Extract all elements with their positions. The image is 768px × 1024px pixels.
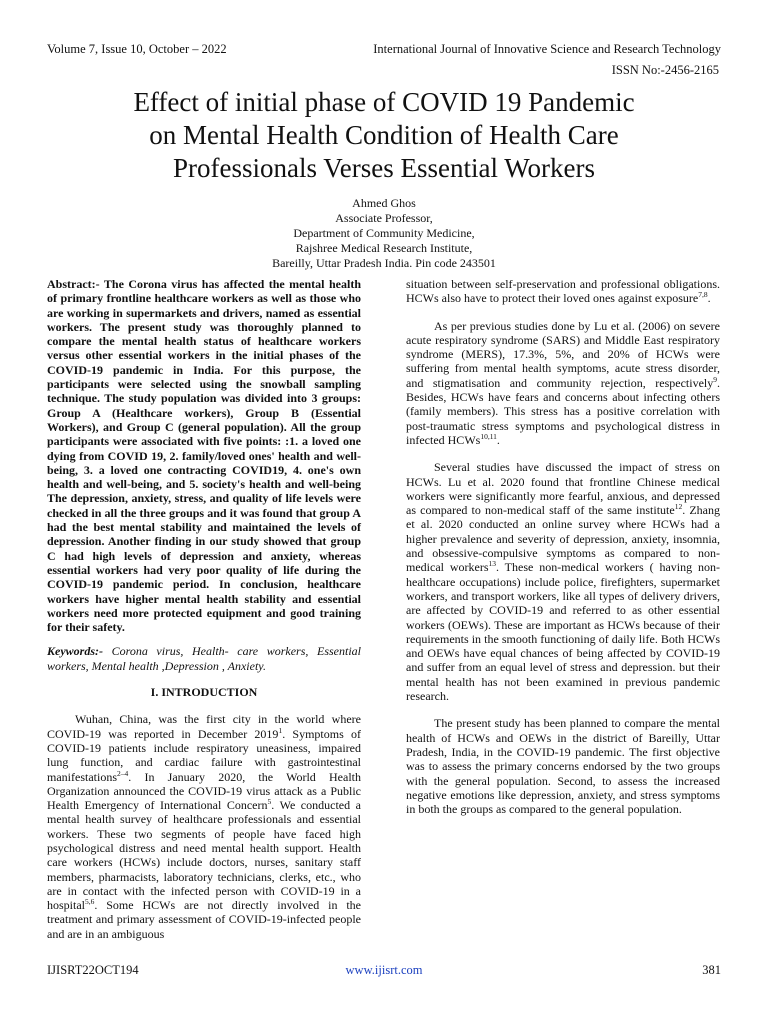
paper-title xyxy=(60,86,708,185)
keywords-text: Corona virus, Health- care workers, Essential workers, Mental health ,Depression , Anxiety. xyxy=(47,644,361,673)
text-run: Wuhan, China, was the first city in the world where COVID-19 was reported in December 2019 xyxy=(47,712,361,741)
journal-url-container xyxy=(0,963,768,978)
journal-url-link[interactable]: www.ijisrt.com xyxy=(345,963,423,977)
author-name: Ahmed Ghos xyxy=(352,196,416,210)
text-run: . We conducted a mental health survey of healthcare professionals and essential workers. These two segments of people have faced high psychological distress and need mental health support. Health care workers (HCWs) include doctors, nurses, sanitary staff members, pharmacists, laboratory technicians, clerks, etc., who are in contact with the infected person with COVID-19 in a hospital xyxy=(47,798,361,913)
citation: 5 xyxy=(267,797,272,807)
citation: 13 xyxy=(488,559,497,569)
citation: 10,11 xyxy=(480,431,497,441)
body-paragraph xyxy=(406,460,720,703)
body-paragraph xyxy=(406,277,720,306)
abstract xyxy=(47,277,361,634)
citation: 1 xyxy=(278,725,283,735)
author-block xyxy=(0,196,768,271)
citation: 12 xyxy=(674,502,683,512)
citation: 2–4 xyxy=(116,768,129,778)
text-run: . xyxy=(496,432,500,447)
text-run: . These non-medical workers ( having non-healthcare occupations) include police, firefighters, supermarket workers, and transport workers, like all types of delivery drivers, are affected by COVID-19 and referred to as other essential workers (OEWs). These are important as HCWs because of their requirements in the smooth functioning of daily life. Both HCWs and OEWs have equal chances of being affected by COVID-19 and suffer from an equal level of stress and depression. but their mental health has not been examined in previous pandemic research. xyxy=(406,560,720,704)
page-number: 381 xyxy=(702,963,721,977)
abstract-text: The Corona virus has affected the mental health of primary frontline healthcare workers as well as those who are working in supermarkets and drivers, named as essential workers. The present study was thoroughly planned to compare the mental health status of healthcare workers versus other essential workers in the initial phases of the COVID-19 pandemic in India. For this purpose, the participants were selected using the snowball sampling technique. The study population was divided into 3 groups: Group A (Healthcare workers), Group B (Essential Workers), and Group C (general population). All the group participants were associated with five points: :1. a loved one dying from COVID 19, 2. family/loved ones' health and well-being, 3. a loved one contracting COVID19, 4. one's own health and well-being, and 5. society's health and well-being The depression, anxiety, stress, and quality of life levels were checked in all the three groups and it was found that group A had the best mental stability and maintained the levels of depression. Another finding in our study showed that group C had high levels of depression and anxiety, whereas essential workers had very poor quality of life during the COVID-19 pandemic period. In conclusion, healthcare workers have higher mental health stability and essential workers need more protected equipment and good training for their safety. xyxy=(47,277,361,635)
author-address: Bareilly, Uttar Pradesh India. Pin code 243501 xyxy=(272,256,496,270)
paper-code: IJISRT22OCT194 xyxy=(47,963,139,977)
text-run: . xyxy=(707,291,711,306)
author-institute: Rajshree Medical Research Institute, xyxy=(295,241,473,255)
keywords-label: Keywords:- xyxy=(47,644,103,659)
right-column xyxy=(406,277,720,816)
text-run: . Some HCWs are not directly involved in the treatment and primary assessment of COVID-19-infected people and are in an ambiguous xyxy=(47,898,361,941)
text-run: . Besides, HCWs have fears and concerns about infecting others (family members). This stress has a positive correlation with post-traumatic stress symptoms and psychological distress in infected HCWs xyxy=(406,375,720,447)
section-heading-introduction: I. INTRODUCTION xyxy=(150,685,258,700)
text-run: As per previous studies done by Lu et al. (2006) on severe acute respiratory syndrome (SARS) and Middle East respiratory syndrome (MERS), 17.3%, 5%, and 20% of HCWs were suffering from mental health symptoms, acute stress disorder, and stigmatisation and community rejection, respectively xyxy=(406,318,720,390)
volume-info: Volume 7, Issue 10, October – 2022 xyxy=(47,42,227,56)
issn: ISSN No:-2456-2165 xyxy=(611,63,719,77)
keywords xyxy=(47,644,361,673)
citation: 7,8 xyxy=(698,290,708,300)
text-run: Several studies have discussed the impact of stress on HCWs. Lu et al. 2020 found that frontline Chinese medical workers were significantly more fearful, anxious, and depressed as compared to non-medical staff of the same institute xyxy=(406,460,720,518)
author-department: Department of Community Medicine, xyxy=(293,226,475,240)
citation: 9 xyxy=(713,374,717,384)
journal-name: International Journal of Innovative Science and Research Technology xyxy=(373,42,721,56)
body-paragraph: The present study has been planned to compare the mental health of HCWs and OEWs in the district of Bareilly, Uttar Pradesh, India, in the COVID-19 pandemic. The first objective was to assess the primary concerns endorsed by the two groups with the general population. Second, to assess the increased negative emotions like depression, anxiety, and stress symptoms in both the groups as compared to the general population. xyxy=(406,716,720,817)
text-run: . Zhang et al. 2020 conducted an online survey where HCWs had a higher prevalence and severity of depression, anxiety, insomnia, and obsessive-compulsive symptoms as compared to non-medical workers xyxy=(406,503,721,575)
title-line: Effect of initial phase of COVID 19 Pandemic xyxy=(133,87,635,117)
left-column xyxy=(47,277,361,941)
text-run: situation between self-preservation and professional obligations. HCWs also have to protect their loved ones against exposure xyxy=(406,277,720,306)
text-run: . In January 2020, the World Health Organization announced the COVID-19 virus attack as a Public Health Emergency of International Concern xyxy=(47,769,361,813)
author-position: Associate Professor, xyxy=(335,211,433,225)
abstract-label: Abstract:- xyxy=(47,277,100,291)
intro-paragraph xyxy=(47,712,361,941)
citation: 5,6 xyxy=(85,897,95,907)
text-run: . Symptoms of COVID-19 patients include respiratory uneasiness, impaired lung function, and cardiac failure with gastrointestinal manifestations xyxy=(47,726,361,784)
body-paragraph xyxy=(406,319,720,448)
title-line: on Mental Health Condition of Health Care xyxy=(149,120,619,150)
title-line: Professionals Verses Essential Workers xyxy=(172,153,596,183)
